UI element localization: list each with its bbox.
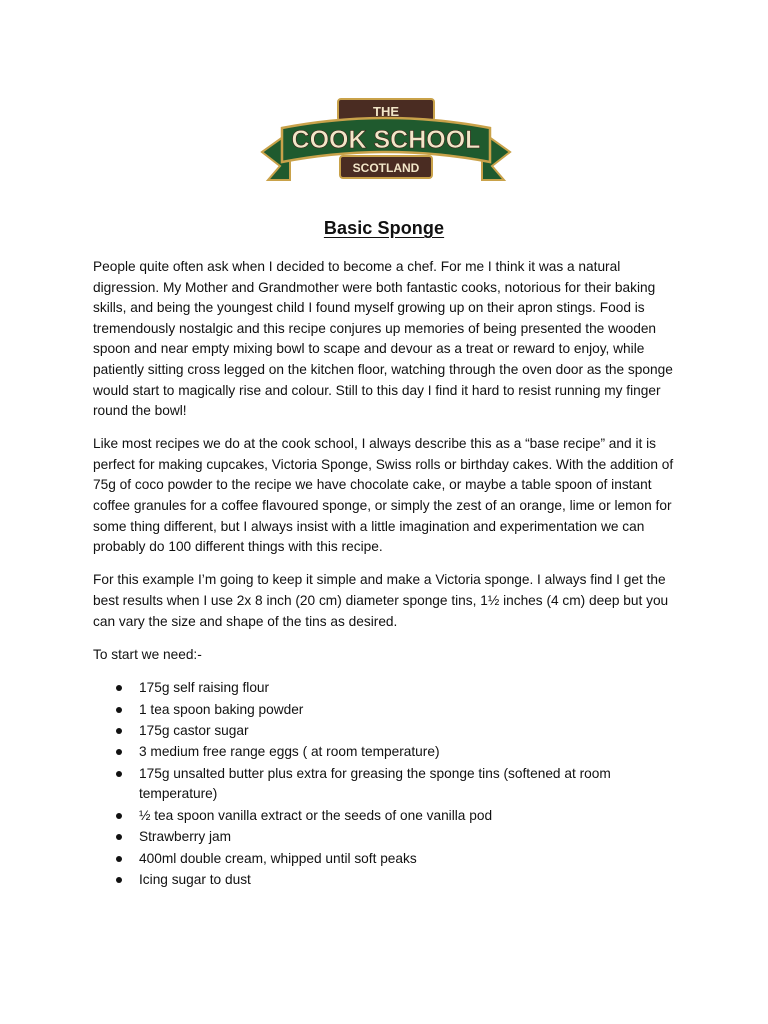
logo-top-text: THE	[373, 104, 399, 119]
ingredient-text: 400ml double cream, whipped until soft peaks	[139, 850, 417, 866]
list-item	[139, 721, 685, 742]
ingredient-text: 1 tea spoon baking powder	[139, 701, 304, 717]
ingredient-text: Icing sugar to dust	[139, 871, 251, 887]
logo-bottom-text: SCOTLAND	[352, 161, 420, 175]
logo-main-text: COOK SCHOOL	[291, 126, 481, 154]
bullet-icon	[116, 749, 122, 755]
bullet-icon	[116, 728, 122, 734]
intro-paragraph-1: People quite often ask when I decided to become a chef. For me I think it was a natural digression. My Mother and Grandmother were both fantastic cooks, notorious for their baking skills, and being the youngest child I found myself growing up on their apron stings. Food is tremendously nostalgic and this recipe conjures up memories of being presented the wooden spoon and near empty mixing bowl to scape and devour as a treat or reward to enjoy, while patiently sitting cross legged on the kitchen floor, watching through the oven door as the sponge would start to magically rise and colour. Still to this day I find it hard to resist running my finger round the bowl!	[93, 259, 673, 419]
ingredients-list	[93, 678, 685, 890]
list-item	[139, 678, 685, 699]
bullet-icon	[116, 707, 122, 713]
page-title: Basic Sponge	[323, 218, 445, 238]
list-item	[139, 827, 685, 848]
list-item	[139, 764, 685, 805]
bullet-icon	[116, 685, 122, 691]
bullet-icon	[116, 813, 122, 819]
ingredient-text: 175g unsalted butter plus extra for greasing the sponge tins (softened at room temperature)	[139, 765, 611, 802]
list-item	[139, 806, 685, 827]
ingredient-text: ½ tea spoon vanilla extract or the seeds of one vanilla pod	[139, 807, 493, 823]
ingredient-text: 3 medium free range eggs ( at room temperature)	[139, 744, 440, 760]
list-item	[139, 870, 685, 891]
bullet-icon	[116, 856, 122, 862]
recipe-body	[93, 257, 685, 891]
ingredient-text: 175g castor sugar	[139, 722, 249, 738]
intro-paragraph-3: For this example I’m going to keep it simple and make a Victoria sponge. I always find I get the best results when I use 2x 8 inch (20 cm) diameter sponge tins, 1½ inches (4 cm) deep but you can vary the size and shape of the tins as desired.	[93, 572, 669, 629]
bullet-icon	[116, 771, 122, 777]
list-item	[139, 742, 685, 763]
ingredient-text: 175g self raising flour	[139, 680, 270, 696]
ingredients-intro: To start we need:-	[93, 646, 202, 662]
cook-school-logo	[260, 96, 512, 190]
list-item	[139, 700, 685, 721]
bullet-icon	[116, 834, 122, 840]
intro-paragraph-2: Like most recipes we do at the cook school, I always describe this as a “base recipe” and it is perfect for making cupcakes, Victoria Sponge, Swiss rolls or birthday cakes. With the addition of 75g of coco powder to the recipe we have chocolate cake, or maybe a table spoon of instant coffee granules for a coffee flavoured sponge, or simply the zest of an orange, lime or lemon for some thing different, but I always insist with a little imagination and experimentation we can probably do 100 different things with this recipe.	[93, 436, 674, 555]
list-item	[139, 849, 685, 870]
bullet-icon	[116, 877, 122, 883]
ingredient-text: Strawberry jam	[139, 829, 232, 845]
